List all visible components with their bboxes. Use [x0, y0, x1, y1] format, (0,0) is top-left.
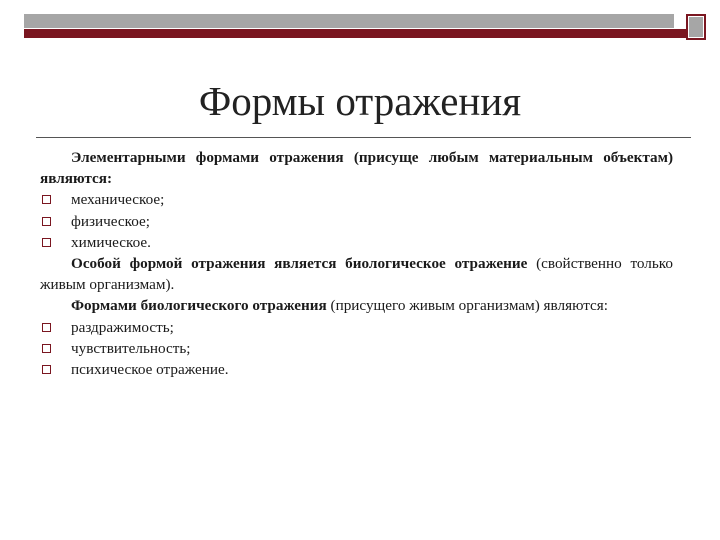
paragraph-bold-text: Элементарными формами отражения (присуще любым материальным объектам) являются:	[40, 149, 673, 188]
list-item	[40, 232, 673, 253]
square-bullet-icon	[42, 365, 51, 374]
list-item	[40, 189, 673, 210]
list-item	[40, 359, 673, 380]
list-item	[40, 211, 673, 232]
square-bullet-icon	[42, 344, 51, 353]
list-item-text: химическое.	[71, 233, 151, 251]
corner-decor-square-inner	[688, 16, 704, 38]
list-item	[40, 338, 673, 359]
slide-content	[40, 147, 673, 380]
paragraph-normal-text: (присущего живым организмам) являются:	[326, 297, 608, 315]
square-bullet-icon	[42, 238, 51, 247]
corner-decor-square	[686, 14, 706, 40]
top-decor-bar-gray	[24, 14, 674, 28]
paragraph-bold-text: Особой формой отражения является биологическое отражение	[71, 255, 528, 273]
paragraph-special-form	[40, 253, 673, 295]
list-item-text: раздражимость;	[71, 318, 174, 336]
square-bullet-icon	[42, 195, 51, 204]
list-item	[40, 317, 673, 338]
list-item-text: психическое отражение.	[71, 361, 229, 379]
paragraph-biological-forms	[40, 295, 673, 316]
slide-title: Формы отражения	[198, 78, 522, 124]
square-bullet-icon	[42, 217, 51, 226]
paragraph-elementary-forms	[40, 147, 673, 189]
top-decor-bar-red	[24, 29, 688, 38]
list-item-text: физическое;	[71, 212, 150, 230]
list-item-text: чувствительность;	[71, 339, 191, 357]
paragraph-normal-text: (свойственно только живым организмам).	[40, 255, 673, 294]
list-item-text: механическое;	[71, 191, 165, 209]
title-divider	[36, 137, 691, 138]
paragraph-bold-text: Формами биологического отражения	[71, 297, 327, 315]
square-bullet-icon	[42, 323, 51, 332]
